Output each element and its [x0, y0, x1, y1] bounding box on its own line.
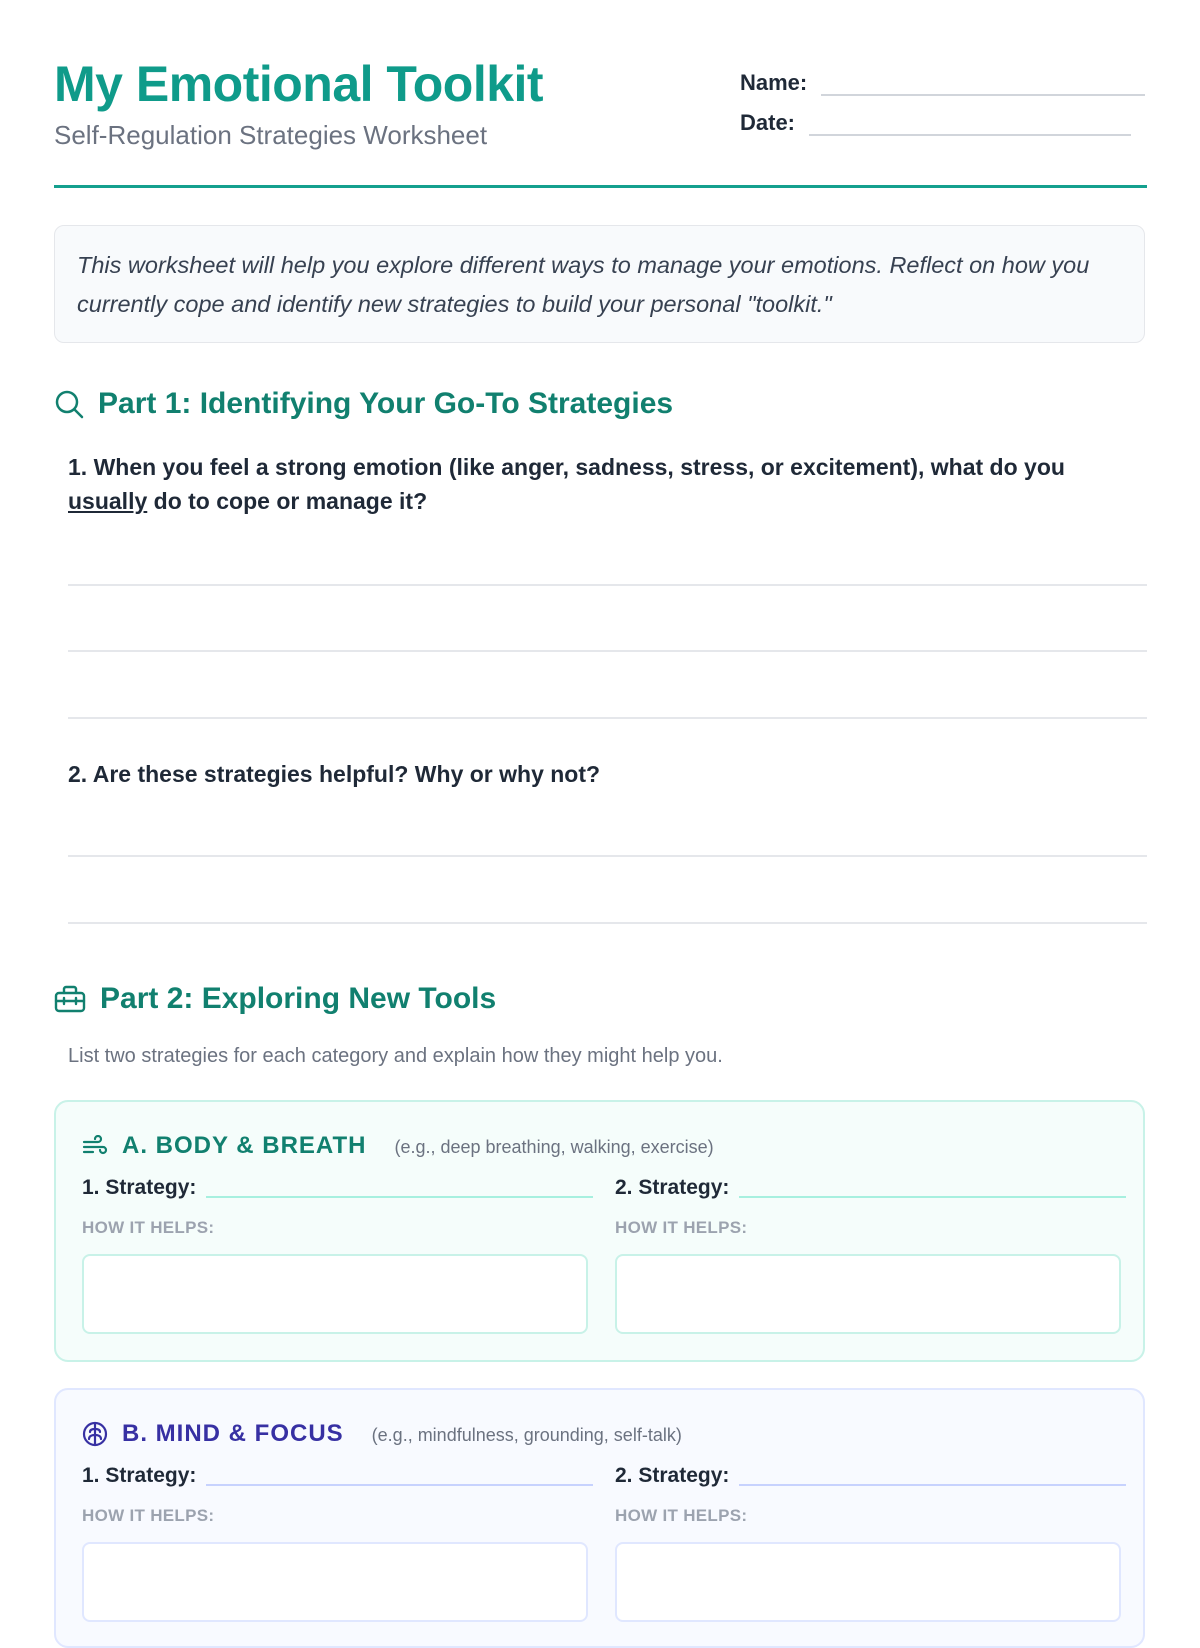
- question-2: 2. Are these strategies helpful? Why or why not?: [68, 761, 601, 787]
- strategy-2-label: 2. Strategy:: [615, 1176, 730, 1199]
- category-examples: (e.g., deep breathing, walking, exercise): [394, 1137, 714, 1157]
- part2-instruction: List two strategies for each category and explain how they might help you.: [68, 1045, 723, 1067]
- strategy-1-input-line[interactable]: [206, 1196, 593, 1198]
- strategy-1-field: [82, 1464, 593, 1488]
- question-1: [68, 450, 1138, 518]
- answer-line-q1-1[interactable]: [68, 584, 1147, 586]
- how-it-helps-box-1[interactable]: [82, 1254, 588, 1334]
- part1-heading: [54, 387, 673, 421]
- strategy-2-input-line[interactable]: [739, 1484, 1126, 1486]
- strategy-2-input-line[interactable]: [739, 1196, 1126, 1198]
- how-it-helps-label-2: HOW IT HELPS:: [615, 1506, 748, 1525]
- page-title: My Emotional Toolkit: [54, 56, 544, 112]
- date-field: [740, 110, 1131, 136]
- strategy-2-field: [615, 1176, 1126, 1200]
- how-it-helps-label-2: HOW IT HELPS:: [615, 1218, 748, 1237]
- category-card-mind-focus: [54, 1388, 1145, 1648]
- part1-title: Part 1: Identifying Your Go-To Strategies: [98, 387, 674, 420]
- category-title: B. MIND & FOCUS: [122, 1420, 344, 1447]
- category-card-body-breath: [54, 1100, 1145, 1362]
- answer-line-q2-2[interactable]: [68, 922, 1147, 924]
- worksheet-page: [54, 0, 1147, 1525]
- date-input-line[interactable]: [809, 134, 1131, 136]
- strategy-1-label: 1. Strategy:: [82, 1176, 197, 1199]
- how-it-helps-label-1: HOW IT HELPS:: [82, 1506, 215, 1525]
- how-it-helps-label-1: HOW IT HELPS:: [82, 1218, 215, 1237]
- how-it-helps-box-2[interactable]: [615, 1254, 1121, 1334]
- part2-title: Part 2: Exploring New Tools: [100, 982, 497, 1015]
- question-1-start: 1. When you feel a strong emotion (like anger, sadness, stress, or excitement), what do you: [68, 454, 1065, 480]
- name-input-line[interactable]: [821, 94, 1145, 96]
- how-it-helps-box-2[interactable]: [615, 1542, 1121, 1622]
- strategy-1-input-line[interactable]: [206, 1484, 593, 1486]
- intro-box: This worksheet will help you explore different ways to manage your emotions. Reflect on how you currently cope and identify new strategies to build your personal "toolkit.": [54, 225, 1145, 343]
- question-1-end: do to cope or manage it?: [147, 488, 428, 514]
- toolbox-icon: [54, 984, 86, 1014]
- wind-icon: [82, 1135, 108, 1157]
- category-title: A. BODY & BREATH: [122, 1132, 367, 1159]
- category-header: [82, 1420, 682, 1448]
- question-1-emphasis: usually: [68, 488, 148, 514]
- strategy-2-label: 2. Strategy:: [615, 1464, 730, 1487]
- strategy-2-field: [615, 1464, 1126, 1488]
- category-header: [82, 1132, 714, 1160]
- category-examples: (e.g., mindfulness, grounding, self-talk): [371, 1425, 682, 1445]
- answer-line-q2-1[interactable]: [68, 855, 1147, 857]
- strategy-1-field: [82, 1176, 593, 1200]
- how-it-helps-box-1[interactable]: [82, 1542, 588, 1622]
- part2-heading: [54, 982, 496, 1016]
- name-label: Name:: [740, 70, 808, 95]
- worksheet-header: [54, 0, 1147, 188]
- strategy-1-label: 1. Strategy:: [82, 1464, 197, 1487]
- answer-line-q1-2[interactable]: [68, 650, 1147, 652]
- brain-icon: [82, 1421, 108, 1447]
- page-subtitle: Self-Regulation Strategies Worksheet: [54, 120, 488, 150]
- date-label: Date:: [740, 110, 796, 135]
- search-icon: [54, 389, 84, 419]
- answer-line-q1-3[interactable]: [68, 717, 1147, 719]
- name-field: [740, 70, 1145, 96]
